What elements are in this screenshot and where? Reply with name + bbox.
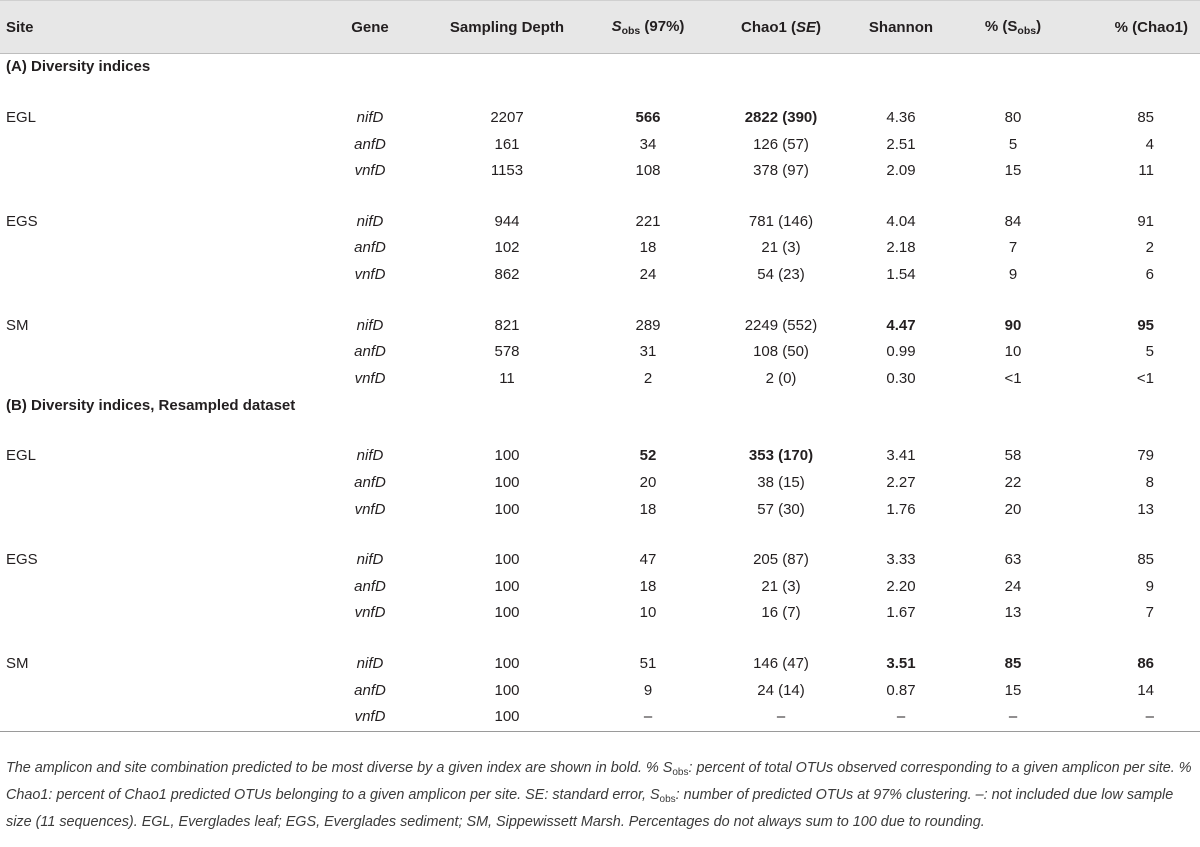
header-sobs-symbol: S [611, 17, 622, 35]
shannon-cell: 1.54 [886, 265, 916, 283]
pchao-cell: 86 [1137, 654, 1154, 672]
header-psobs-head: % (S [984, 17, 1018, 35]
depth-cell: 100 [494, 473, 520, 491]
psobs-cell: 80 [1004, 109, 1022, 126]
header-percent-sobs [950, 1, 1076, 54]
shannon-cell: 0.30 [886, 369, 916, 387]
table-footnote [6, 757, 1192, 833]
depth-cell: 11 [499, 369, 515, 387]
table-row [0, 235, 1200, 262]
depth-cell: 862 [494, 265, 520, 283]
table-row [0, 209, 1200, 236]
psobs-cell: 84 [1004, 212, 1022, 230]
psobs-cell: – [950, 704, 1076, 731]
spacer-row [0, 627, 1200, 651]
site-cell [0, 678, 312, 705]
site-cell: EGL [6, 109, 37, 126]
footnote-sub-2: obs [659, 794, 676, 805]
psobs-cell: 15 [1004, 681, 1022, 699]
spacer-cell [0, 627, 1200, 651]
sobs-cell: 566 [635, 109, 661, 126]
sobs-cell: 2 [643, 369, 653, 387]
table-row [0, 366, 1200, 393]
psobs-cell: 7 [1008, 239, 1018, 257]
gene-cell: vnfD [354, 162, 386, 180]
shannon-cell: 4.47 [886, 316, 916, 334]
gene-cell: nifD [356, 212, 384, 230]
site-cell [0, 366, 312, 393]
depth-cell: 821 [494, 316, 520, 334]
shannon-cell: 3.51 [886, 654, 916, 672]
table-row [0, 262, 1200, 289]
section-heading: (B) Diversity indices, Resampled dataset [6, 396, 296, 414]
site-cell [0, 339, 312, 366]
pchao-cell: 6 [1145, 265, 1154, 283]
table-row [0, 132, 1200, 159]
pchao-cell: 85 [1137, 109, 1154, 126]
pchao-cell: 13 [1137, 500, 1154, 518]
shannon-cell: 4.04 [886, 212, 916, 230]
gene-cell: vnfD [354, 265, 386, 283]
pchao-cell: 95 [1137, 316, 1154, 334]
chao-cell: 21 (3) [761, 239, 801, 257]
site-cell [0, 574, 312, 601]
chao-cell: 54 (23) [757, 265, 805, 283]
gene-cell: nifD [356, 316, 384, 334]
table-row [0, 339, 1200, 366]
pchao-cell: 79 [1137, 447, 1154, 465]
chao-cell: 2822 (390) [744, 109, 818, 126]
depth-cell: 100 [494, 577, 520, 595]
depth-cell: 100 [494, 551, 520, 569]
chao-cell: 378 (97) [753, 162, 809, 180]
depth-cell: 100 [494, 447, 520, 465]
chao-cell: 24 (14) [757, 681, 805, 699]
spacer-row [0, 419, 1200, 443]
site-cell: SM [6, 316, 29, 334]
header-psobs-subscript: obs [1017, 24, 1037, 37]
pchao-cell: 4 [1145, 135, 1154, 153]
spacer-cell [0, 419, 1200, 443]
spacer-row [0, 289, 1200, 313]
header-site: Site [0, 1, 312, 54]
table-row [0, 704, 1200, 731]
pchao-cell: 5 [1145, 343, 1154, 361]
site-cell [0, 158, 312, 185]
header-sobs-subscript: obs [621, 24, 641, 37]
spacer-row [0, 185, 1200, 209]
footnote-part-1: The amplicon and site combination predicted to be most diverse by a given index are shown in bold. % S [6, 760, 673, 776]
pchao-cell: 14 [1137, 681, 1154, 699]
sobs-cell: 108 [635, 162, 661, 180]
spacer-cell [0, 81, 1200, 105]
table-row [0, 497, 1200, 524]
sobs-cell: 9 [643, 681, 653, 699]
depth-cell: 100 [494, 654, 520, 672]
psobs-cell: 9 [1008, 265, 1018, 283]
gene-cell: vnfD [354, 369, 386, 387]
gene-cell: anfD [354, 343, 386, 361]
pchao-cell: 8 [1145, 473, 1154, 491]
depth-cell: 102 [494, 239, 520, 257]
header-chao1-tail: ) [816, 18, 822, 36]
gene-cell: vnfD [312, 704, 428, 731]
sobs-cell: 52 [639, 447, 657, 465]
psobs-cell: 90 [1004, 316, 1022, 334]
table-row [0, 443, 1200, 470]
sobs-cell: 24 [639, 265, 657, 283]
chao-cell: 205 (87) [753, 551, 809, 569]
spacer-row [0, 523, 1200, 547]
site-cell: EGS [6, 551, 38, 569]
section-row [0, 54, 1200, 82]
chao-cell: 38 (15) [757, 473, 805, 491]
gene-cell: vnfD [354, 604, 386, 622]
sobs-cell: 221 [635, 212, 661, 230]
shannon-cell: 2.51 [886, 135, 916, 153]
site-cell [0, 600, 312, 627]
table-row [0, 105, 1200, 132]
table-row [0, 313, 1200, 340]
gene-cell: nifD [356, 447, 384, 465]
section-heading: (A) Diversity indices [6, 58, 151, 76]
pchao-cell: <1 [1136, 369, 1154, 387]
chao-cell: 57 (30) [757, 500, 805, 518]
gene-cell: nifD [356, 551, 384, 569]
depth-cell: 100 [494, 681, 520, 699]
sobs-cell: 20 [639, 473, 657, 491]
sobs-cell: 289 [635, 316, 661, 334]
spacer-cell [0, 289, 1200, 313]
header-sampling-depth: Sampling Depth [428, 1, 586, 54]
depth-cell: 578 [494, 343, 520, 361]
footnote-sub-1: obs [672, 767, 689, 778]
table-row [0, 600, 1200, 627]
table-row [0, 470, 1200, 497]
table-row [0, 574, 1200, 601]
psobs-cell: 22 [1004, 473, 1022, 491]
chao-cell: 21 (3) [761, 577, 801, 595]
pchao-cell: 11 [1138, 162, 1154, 180]
site-cell: EGS [6, 212, 38, 230]
chao-cell: 126 (57) [753, 135, 809, 153]
gene-cell: anfD [354, 681, 386, 699]
gene-cell: anfD [354, 577, 386, 595]
shannon-cell: – [852, 704, 950, 731]
depth-cell: 2207 [490, 109, 524, 126]
gene-cell: anfD [354, 135, 386, 153]
shannon-cell: 2.18 [886, 239, 916, 257]
shannon-cell: 2.09 [886, 162, 916, 180]
sobs-cell: 51 [639, 654, 657, 672]
header-chao1-main: Chao1 ( [740, 18, 796, 36]
psobs-cell: 10 [1004, 343, 1022, 361]
shannon-cell: 2.27 [886, 473, 916, 491]
spacer-cell [0, 185, 1200, 209]
pchao-cell: 2 [1145, 239, 1154, 257]
psobs-cell: 5 [1008, 135, 1018, 153]
site-cell [0, 470, 312, 497]
chao-cell: 353 (170) [748, 447, 814, 465]
gene-cell: vnfD [354, 500, 386, 518]
sobs-cell: 47 [639, 551, 657, 569]
pchao-cell: 9 [1145, 577, 1154, 595]
depth-cell: 161 [494, 135, 520, 153]
shannon-cell: 1.76 [886, 500, 916, 518]
psobs-cell: 24 [1004, 577, 1022, 595]
shannon-cell: 2.20 [886, 577, 916, 595]
header-shannon: Shannon [852, 1, 950, 54]
psobs-cell: 63 [1004, 551, 1022, 569]
section-row [0, 392, 1200, 419]
chao-cell: 16 (7) [761, 604, 801, 622]
psobs-cell: 15 [1004, 162, 1022, 180]
sobs-cell: 10 [639, 604, 657, 622]
sobs-cell: 31 [639, 343, 657, 361]
table-header [0, 1, 1200, 54]
site-cell: EGL [6, 447, 37, 465]
psobs-cell: 58 [1004, 447, 1022, 465]
table-body [0, 54, 1200, 732]
gene-cell: nifD [356, 654, 384, 672]
depth-cell: 944 [494, 212, 520, 230]
header-sobs-tail: (97%) [640, 17, 685, 35]
gene-cell: anfD [354, 473, 386, 491]
site-cell [0, 704, 312, 731]
sobs-cell: 18 [639, 500, 657, 518]
pchao-cell: 91 [1137, 212, 1154, 230]
table-row [0, 547, 1200, 574]
depth-cell: 1153 [490, 162, 524, 180]
shannon-cell: 4.36 [886, 109, 916, 126]
chao-cell: 2 (0) [765, 369, 797, 387]
psobs-cell: 85 [1004, 654, 1022, 672]
psobs-cell: <1 [1004, 369, 1022, 387]
chao-cell: 108 (50) [753, 343, 809, 361]
sobs-cell: 18 [639, 577, 657, 595]
spacer-row [0, 81, 1200, 105]
depth-cell: 100 [494, 500, 520, 518]
header-percent-chao1: % (Chao1) [1076, 1, 1200, 54]
depth-cell: 100 [494, 604, 520, 622]
site-cell [0, 132, 312, 159]
psobs-cell: 20 [1004, 500, 1022, 518]
header-row [0, 1, 1200, 54]
footnote-part-3: : number of predicted OTUs at 97% clustering. –: not included due low sample size (11 sequences). EGL, Everglades leaf; EGS, Everglades sediment; SM, Sippewissett Marsh. Percentages do not always sum to 100 due to rounding. [6, 787, 1174, 830]
site-cell: SM [6, 654, 29, 672]
footnote-part-2: : percent of total OTUs observed corresponding to a given amplicon per site. % Chao1: percent of Chao1 predicted OTUs belonging to a given amplicon per site. SE: standard error, S [6, 760, 1192, 803]
shannon-cell: 3.33 [886, 551, 916, 569]
gene-cell: anfD [354, 239, 386, 257]
chao-cell: 781 (146) [748, 212, 814, 230]
table-row [0, 678, 1200, 705]
spacer-cell [0, 523, 1200, 547]
header-chao1-se: SE [796, 18, 817, 36]
table-row [0, 158, 1200, 185]
gene-cell: nifD [356, 109, 384, 126]
table-row [0, 651, 1200, 678]
header-sobs [586, 1, 710, 54]
header-gene: Gene [312, 1, 428, 54]
pchao-cell: 85 [1137, 551, 1154, 569]
shannon-cell: 0.87 [886, 681, 916, 699]
sobs-cell: – [586, 704, 710, 731]
pchao-cell: 7 [1145, 604, 1154, 622]
header-psobs-tail: ) [1036, 17, 1042, 35]
sobs-cell: 18 [639, 239, 657, 257]
shannon-cell: 1.67 [886, 604, 916, 622]
header-chao1 [710, 1, 852, 54]
chao-cell: 146 (47) [753, 654, 809, 672]
site-cell [0, 497, 312, 524]
sobs-cell: 34 [639, 135, 657, 153]
chao-cell: 2249 (552) [744, 316, 818, 334]
site-cell [0, 235, 312, 262]
psobs-cell: 13 [1004, 604, 1022, 622]
site-cell [0, 262, 312, 289]
chao-cell: – [710, 704, 852, 731]
shannon-cell: 0.99 [886, 343, 916, 361]
shannon-cell: 3.41 [886, 447, 916, 465]
depth-cell: 100 [428, 704, 586, 731]
pchao-cell: – [1076, 704, 1200, 731]
